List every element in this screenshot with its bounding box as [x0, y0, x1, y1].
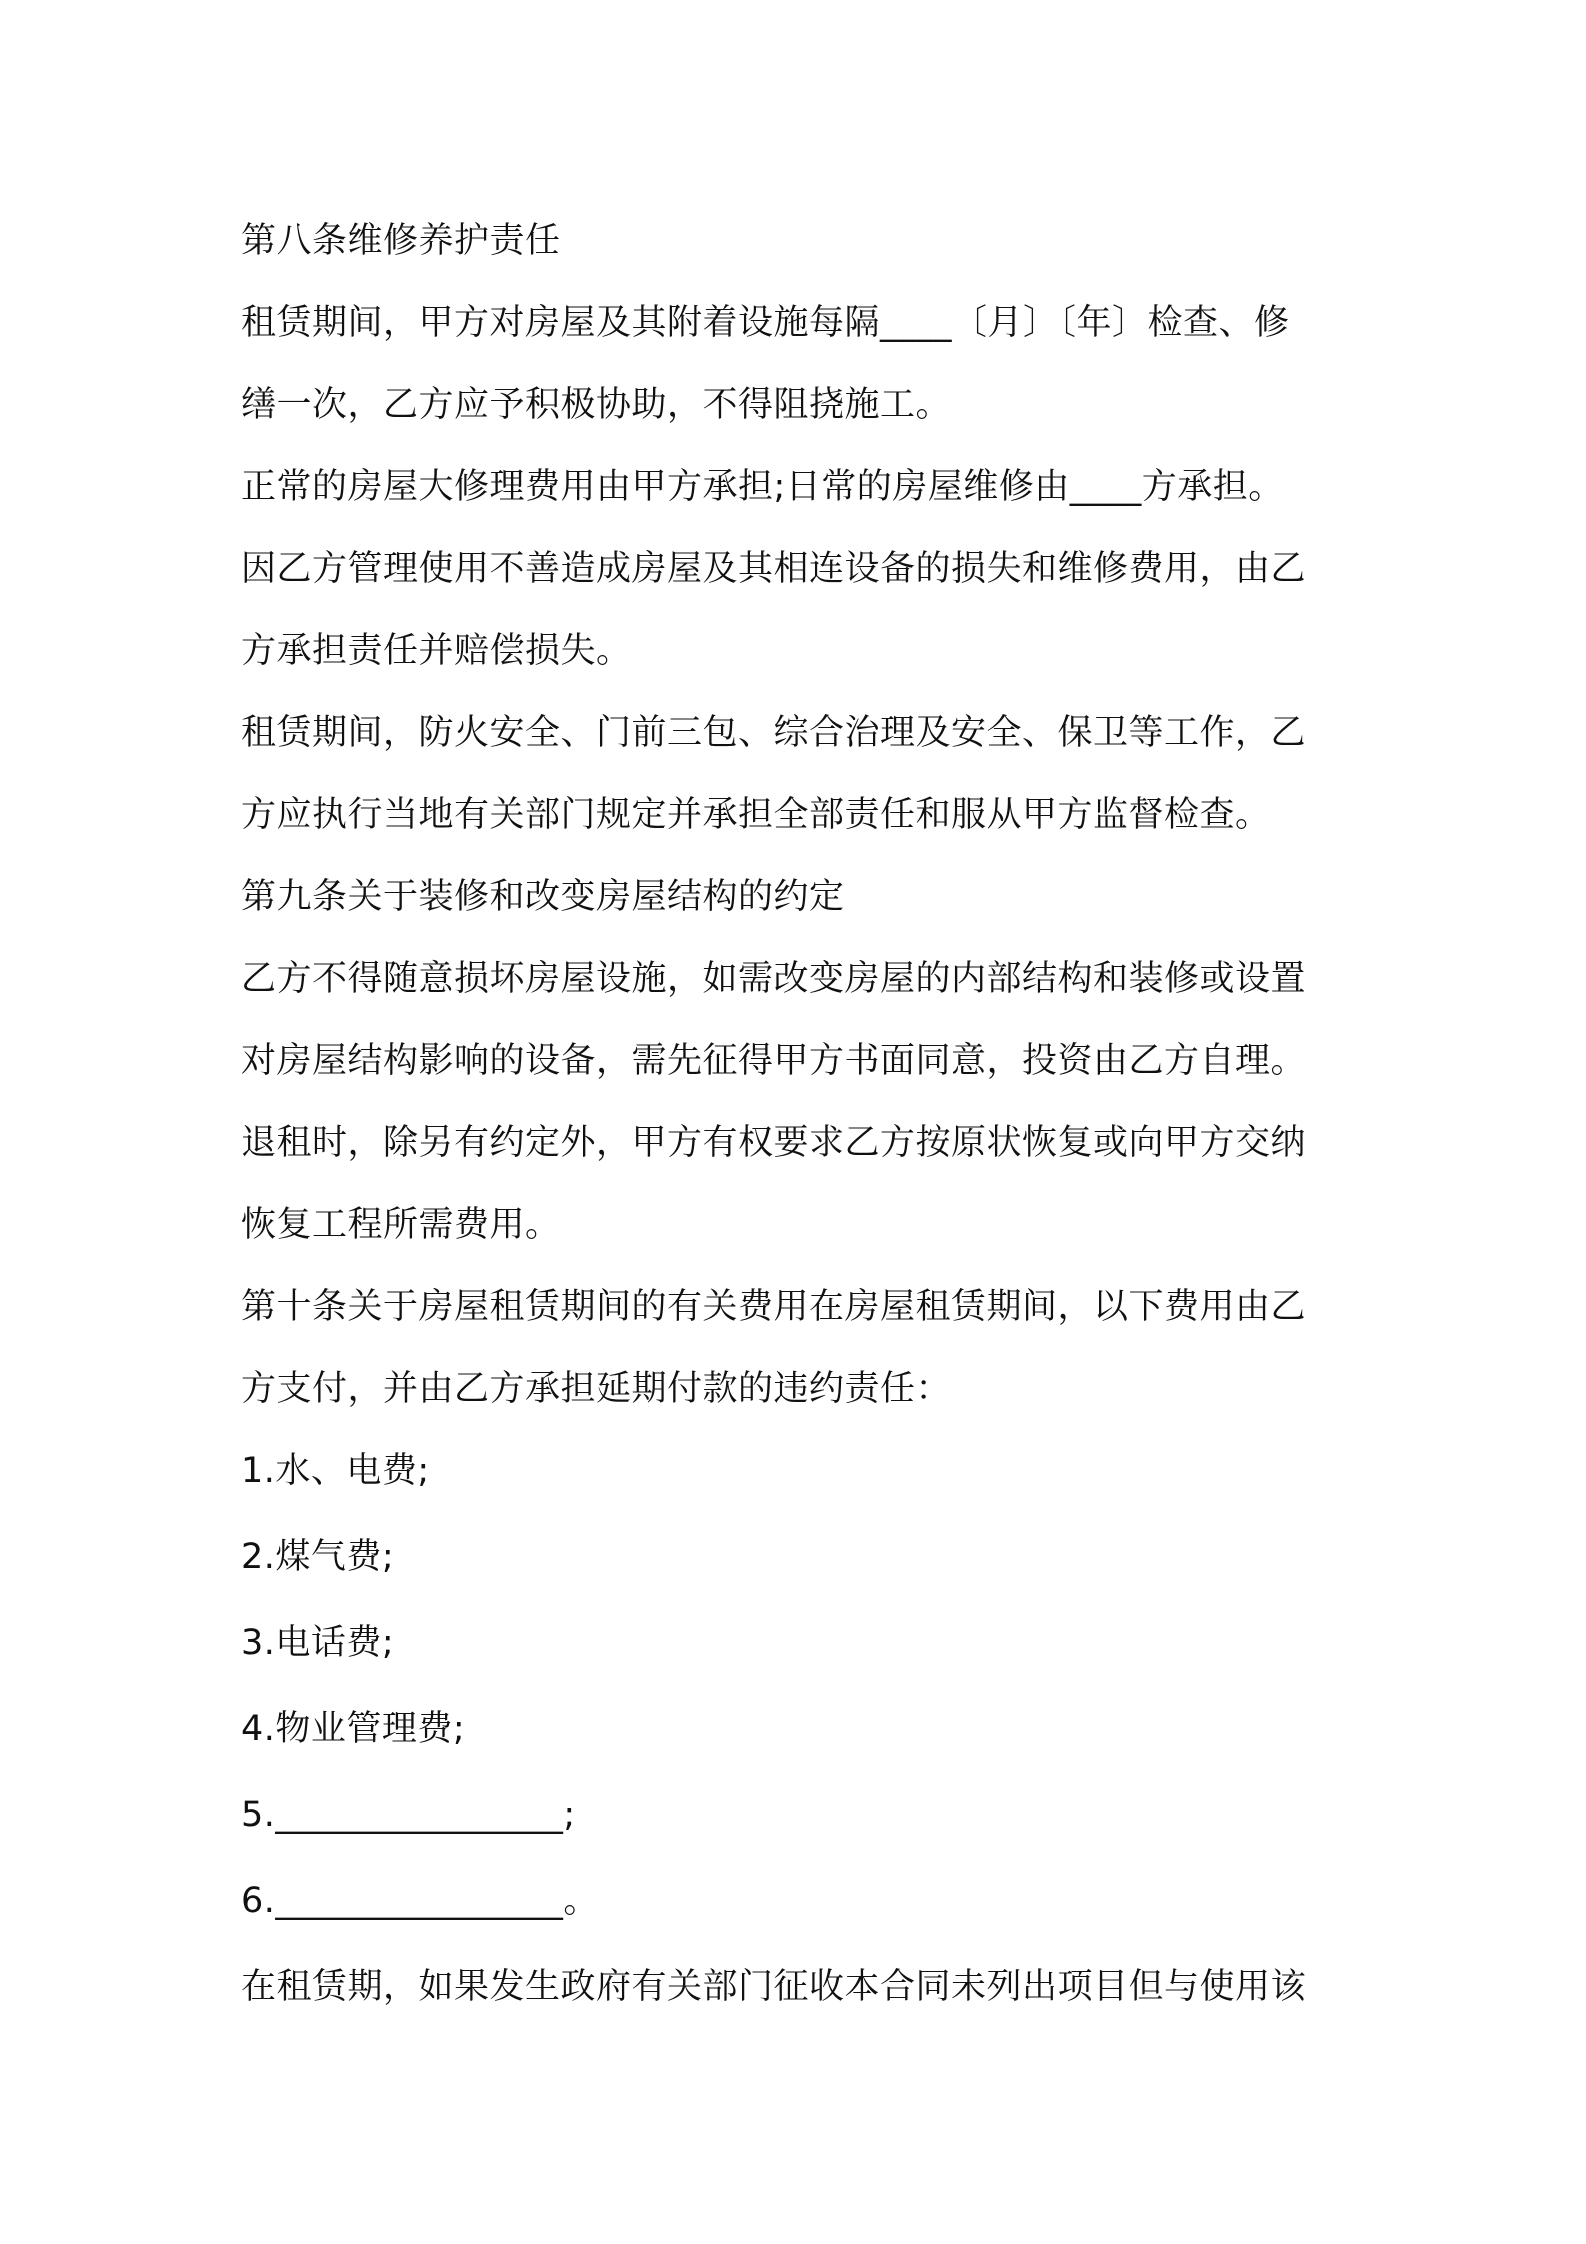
- article-9-heading: 第九条关于装修和改变房屋结构的约定: [241, 877, 845, 917]
- paragraph-line: 对房屋结构影响的设备，需先征得甲方书面同意，投资由乙方自理。: [241, 1041, 1307, 1081]
- list-item: 1.水、电费;: [241, 1451, 430, 1491]
- list-item: 6.________________。: [241, 1881, 599, 1921]
- paragraph-line: 因乙方管理使用不善造成房屋及其相连设备的损失和维修费用，由乙: [241, 549, 1307, 589]
- article-8-heading: 第八条维修养护责任: [241, 221, 561, 261]
- paragraph-line: 方承担责任并赔偿损失。: [241, 631, 632, 671]
- list-item: 4.物业管理费;: [241, 1709, 466, 1749]
- article-10-line: 第十条关于房屋租赁期间的有关费用在房屋租赁期间，以下费用由乙: [241, 1287, 1307, 1327]
- list-item: 3.电话费;: [241, 1623, 395, 1663]
- list-item: 5.________________;: [241, 1795, 576, 1835]
- paragraph-line: 租赁期间，甲方对房屋及其附着设施每隔____〔月〕〔年〕检查、修: [241, 303, 1290, 343]
- paragraph-line: 乙方不得随意损坏房屋设施，如需改变房屋的内部结构和装修或设置: [241, 959, 1307, 999]
- document-body: [241, 200, 1361, 2028]
- list-item: 2.煤气费;: [241, 1537, 395, 1577]
- paragraph-line: 退租时，除另有约定外，甲方有权要求乙方按原状恢复或向甲方交纳: [241, 1123, 1307, 1163]
- paragraph-line: 恢复工程所需费用。: [241, 1205, 561, 1245]
- paragraph-line: 方应执行当地有关部门规定并承担全部责任和服从甲方监督检查。: [241, 795, 1271, 835]
- paragraph-line: 缮一次，乙方应予积极协助，不得阻挠施工。: [241, 385, 952, 425]
- paragraph-line: 方支付，并由乙方承担延期付款的违约责任：: [241, 1369, 952, 1409]
- paragraph-line: 正常的房屋大修理费用由甲方承担;日常的房屋维修由____方承担。: [241, 467, 1284, 507]
- paragraph-line: 租赁期间，防火安全、门前三包、综合治理及安全、保卫等工作，乙: [241, 713, 1307, 753]
- paragraph-line: 在租赁期，如果发生政府有关部门征收本合同未列出项目但与使用该: [241, 1967, 1307, 2007]
